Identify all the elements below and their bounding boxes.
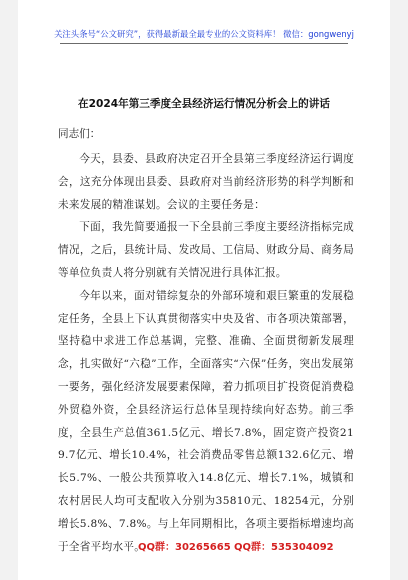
document-title: 在2024年第三季度全县经济运行情况分析会上的讲话 <box>78 98 330 110</box>
document-body <box>58 148 354 558</box>
qq-group-right: QQ群：535304092 <box>234 542 334 553</box>
header-divider <box>60 43 348 44</box>
salutation: 同志们： <box>58 128 101 140</box>
document-page <box>18 0 390 580</box>
header-banner: 关注头条号“公文研究”，获得最新最全最专业的公文资料库！ 微信：gongwenyj <box>54 29 354 39</box>
paragraph: 下面，我先简要通报一下全县前三季度主要经济指标完成情况，之后，县统计局、发改局、工信局、财政分局、商务局等单位负责人将分别就有关情况进行具体汇报。 <box>58 221 354 279</box>
paragraph: 今年以来，面对错综复杂的外部环境和艰巨繁重的发展稳定任务，全县上下认真贯彻落实中央及省、市各项决策部署，坚持稳中求进工作总基调，完整、准确、全面贯彻新发展理念，扎实做好“六稳”工作，全面落实“六保”任务，突出发展第一要务，强化经济发展要素保障，着力抓项目扩投资促消费稳外贸稳外资，全县经济运行总体呈现持续向好态势。前三季度，全县生产总值361.5亿元、增长7.8%，固定资产投资219.7亿元、增长10.4%，社会消费品零售总额132.6亿元、增长5.7%、一般公共预算收入14.8亿元、增长7.1%，城镇和农村居民人均可支配收入分别为35810元、18254元，分别增长5.8%、7.8%。与上年同期相比，各项主要指标增速均高于全省平均水平。 <box>58 289 354 553</box>
qq-group-left: QQ群：30265665 <box>138 542 231 553</box>
paragraph: 今天，县委、县政府决定召开全县第三季度经济运行调度会，这充分体现出县委、县政府对当前经济形势的科学判断和未来发展的精准谋划。会议的主要任务是： <box>58 153 354 211</box>
